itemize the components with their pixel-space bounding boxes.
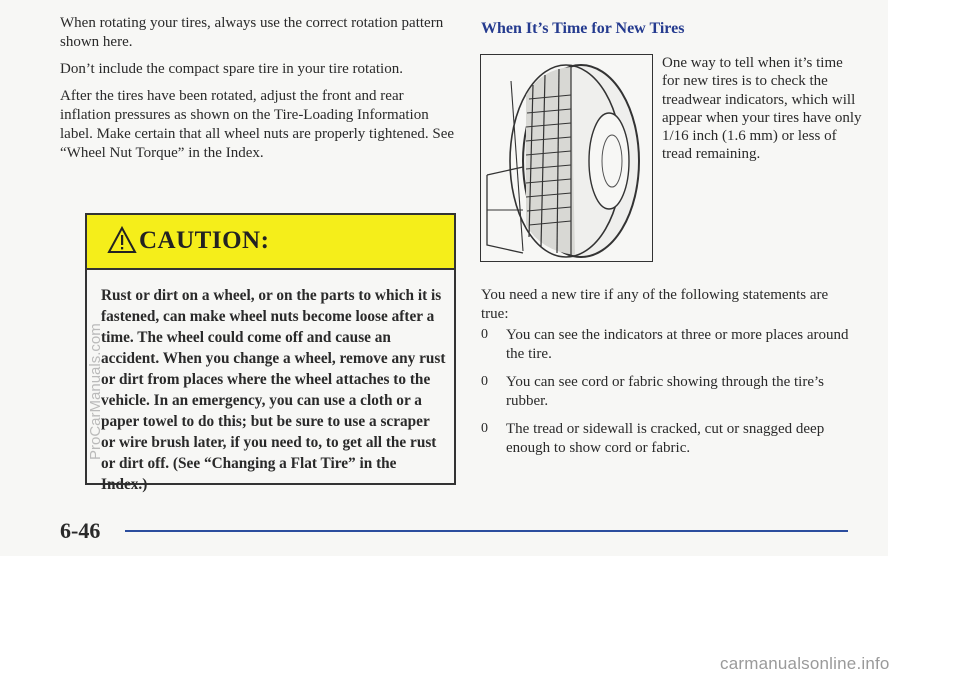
left-column bbox=[60, 14, 455, 171]
caution-text: Rust or dirt on a wheel, or on the parts to which it is fastened, can make wheel nuts become loose after a time. The wheel could come off and cause an accident. When you change a wheel, remove any rust or dirt from places where the wheel attaches to the vehicle. In an emergency, you can use a cloth or a paper towel to do this; but be sure to use a scraper or wire brush later, if you need to, to get all the rust or dirt off. (See “Changing a Flat Tire” in the Index.) bbox=[101, 287, 446, 493]
list-item bbox=[481, 420, 856, 457]
list-item-text: You can see cord or fabric showing through the tire’s rubber. bbox=[506, 374, 824, 409]
list-item-text: You can see the indicators at three or more places around the tire. bbox=[506, 327, 849, 362]
caution-title: CAUTION: bbox=[139, 227, 270, 254]
new-tire-list bbox=[481, 326, 856, 467]
treadwear-text: One way to tell when it’s time for new tires is to check the treadwear indicators, which will appear when your tires have only 1/16 inch (1.6 mm) or less of tread remaining. bbox=[662, 55, 862, 163]
warning-triangle-icon bbox=[107, 226, 137, 254]
section-heading: When It’s Time for New Tires bbox=[481, 20, 685, 37]
tire-illustration bbox=[480, 54, 653, 262]
tire-drawing bbox=[481, 55, 652, 261]
bullet-mark: 0 bbox=[481, 374, 488, 389]
footer-rule bbox=[125, 530, 848, 532]
page-number: 6-46 bbox=[60, 518, 101, 543]
list-item bbox=[481, 326, 856, 363]
list-item-text: The tread or sidewall is cracked, cut or snagged deep enough to show cord or fabric. bbox=[506, 421, 825, 456]
bottom-watermark: carmanualsonline.info bbox=[720, 654, 890, 673]
bullet-mark: 0 bbox=[481, 421, 488, 436]
bullet-mark: 0 bbox=[481, 327, 488, 342]
caution-header bbox=[87, 215, 454, 270]
caution-box bbox=[85, 213, 456, 493]
new-tire-intro: You need a new tire if any of the following statements are true: bbox=[481, 287, 829, 322]
spare-paragraph: Don’t include the compact spare tire in your tire rotation. bbox=[60, 61, 403, 77]
side-watermark: ProCarManuals.com bbox=[87, 323, 104, 460]
inflation-paragraph: After the tires have been rotated, adjust the front and rear inflation pressures as shown on the Tire-Loading Information label. Make certain that all wheel nuts are properly tightened. See “Wheel Nut Torque” in the Index. bbox=[60, 88, 455, 161]
list-item bbox=[481, 373, 856, 410]
rotation-paragraph: When rotating your tires, always use the correct rotation pattern shown here. bbox=[60, 15, 444, 50]
